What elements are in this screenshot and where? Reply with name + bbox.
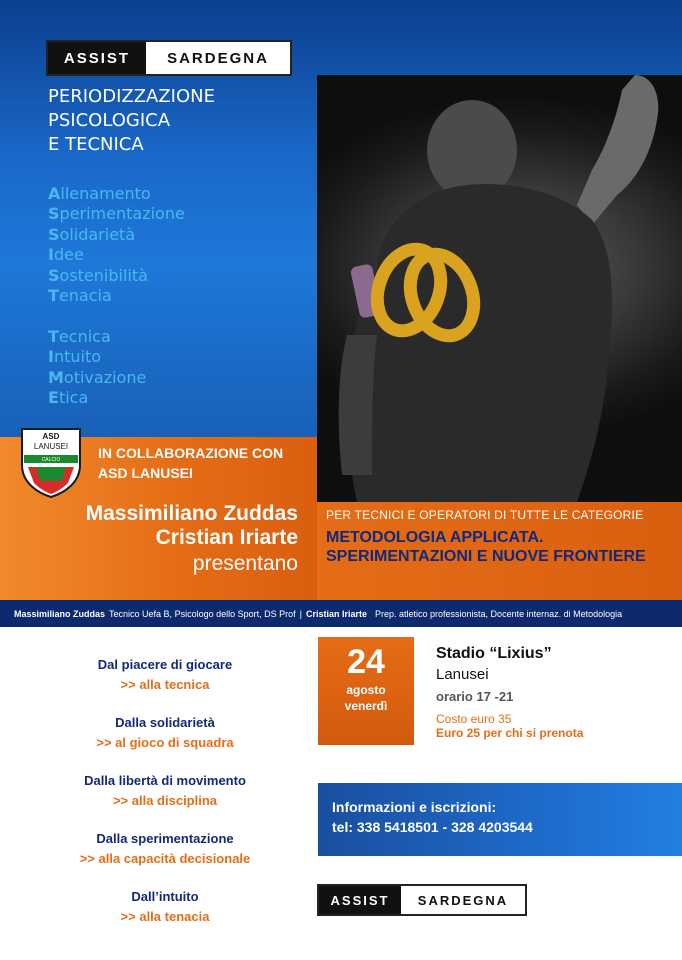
motto-item: Dalla solidarietà >> al gioco di squadra: [96, 715, 234, 750]
player-silhouette: [317, 75, 682, 502]
date-day: 24: [347, 643, 385, 681]
shield-lanusei-text: LANUSEI: [33, 442, 69, 451]
assist-sardegna-logo: [46, 40, 292, 76]
motto-item: Dall’intuito >> alla tenacia: [120, 889, 210, 924]
acronym-item: Sostenibilità: [48, 265, 148, 285]
acronym-item: Etica: [48, 388, 89, 408]
title-line: PERIODIZZAZIONE: [48, 86, 216, 107]
presenter-name: Massimiliano Zuddas: [85, 502, 298, 525]
collab-club: ASD LANUSEI: [98, 465, 193, 481]
acronym-time: [48, 327, 146, 409]
collaboration-text: [98, 443, 283, 483]
acronym-item: Allenamento: [48, 184, 151, 203]
motto-item: Dal piacere di giocare >> alla tecnica: [97, 657, 233, 692]
title-line: PSICOLOGICA: [48, 110, 171, 131]
venue-info: [436, 645, 583, 740]
event-date: [318, 637, 414, 745]
audience-text: PER TECNICI E OPERATORI DI TUTTE LE CATEGORIE: [326, 508, 644, 522]
acronym-item: Idee: [48, 245, 84, 265]
acronym-item: Tecnica: [48, 327, 111, 346]
logo-assist-text: ASSIST: [319, 886, 401, 914]
acronym-item: Motivazione: [48, 367, 147, 387]
credit-desc: Prep. atletico professionista, Docente internaz. di Metodologia: [375, 608, 623, 619]
title-line: E TECNICA: [48, 134, 144, 155]
poster-title: [48, 85, 215, 157]
acronym-item: Solidarietà: [48, 224, 136, 244]
venue-stadium: Stadio “Lixius”: [436, 645, 552, 662]
acronym-item: Intuito: [48, 347, 102, 367]
collab-line: IN COLLABORAZIONE CON: [98, 445, 284, 461]
shield-asd-text: ASD: [42, 432, 60, 441]
motto-list: [40, 655, 290, 945]
credit-separator: |: [299, 608, 302, 619]
contact-label: Informazioni e iscrizioni:: [332, 799, 497, 815]
contact-phones: tel: 338 5418501 - 328 4203544: [332, 819, 533, 835]
credit-name: Massimiliano Zuddas: [14, 608, 106, 619]
motto-item: Dalla sperimentazione >> alla capacità decisionale: [79, 831, 251, 866]
venue-cost: Costo euro 35: [436, 712, 512, 726]
shield-calcio-text: CALCIO: [41, 457, 61, 463]
event-headline: METODOLOGIA APPLICATA. SPERIMENTAZIONI E NUOVE FRONTIERE: [326, 529, 646, 565]
presentano-text: presentano: [192, 552, 298, 575]
credit-desc: Tecnico Uefa B, Psicologo dello Sport, DS Prof: [109, 608, 296, 619]
date-month: agosto: [346, 683, 386, 697]
motto-item: Dalla libertà di movimento >> alla disciplina: [84, 773, 246, 808]
venue-hours: orario 17 -21: [436, 689, 514, 704]
assist-sardegna-logo-footer: [317, 884, 527, 916]
credit-name: Cristian Iriarte: [305, 608, 367, 619]
acronym-item: Sperimentazione: [48, 204, 185, 224]
credits-bar: [0, 600, 682, 627]
logo-sardegna-text: SARDEGNA: [167, 49, 269, 67]
presenter-name: Cristian Iriarte: [155, 526, 298, 549]
venue-city: Lanusei: [436, 666, 489, 683]
acronym-item: Tenacia: [48, 286, 112, 306]
asd-lanusei-shield-icon: [18, 425, 84, 499]
contact-info: [318, 783, 682, 856]
acronym-assist: [48, 184, 185, 306]
presenters: [86, 502, 298, 550]
logo-sardegna-text: SARDEGNA: [417, 892, 509, 908]
venue-discount: Euro 25 per chi si prenota: [436, 726, 584, 740]
player-photo: [317, 75, 682, 502]
logo-assist-text: ASSIST: [48, 42, 146, 74]
date-weekday: venerdì: [344, 699, 388, 713]
